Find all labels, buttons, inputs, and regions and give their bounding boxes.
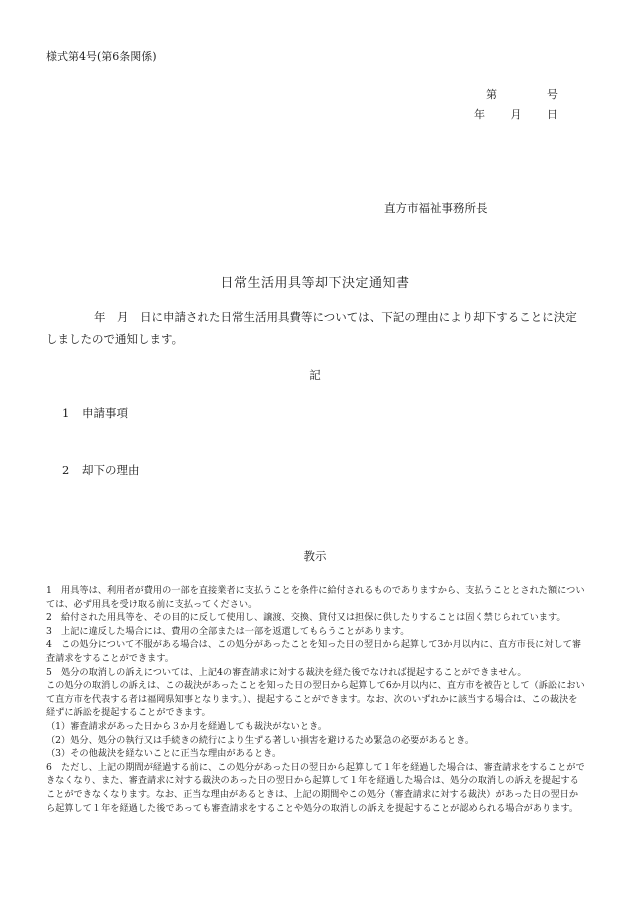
body-paragraph bbox=[46, 306, 586, 350]
item-number: 1 bbox=[62, 406, 70, 420]
date-day: 日 bbox=[547, 108, 558, 121]
notice-line: 1 用具等は、利用者が費用の一部を直接業者に支払うことを条件に給付されるものでありますから、支払うこととされた額については、必ず用具を受け取る前に支払ってください。 bbox=[46, 585, 585, 610]
document-date bbox=[474, 106, 558, 122]
form-number: 様式第4号(第6条関係) bbox=[46, 50, 157, 63]
doc-number-prefix: 第 bbox=[486, 88, 497, 101]
document-title: 日常生活用具等却下決定通知書 bbox=[220, 276, 410, 291]
notice-line: 5 処分の取消しの訴えについては、上記4の審査請求に対する裁決を経た後でなければ提起することができません。 bbox=[46, 666, 527, 678]
item-number: 2 bbox=[62, 463, 70, 477]
notice-line: この処分の取消しの訴えは、この裁決があったことを知った日の翌日から起算して6か月以内に、直方市を被告として（訴訟において直方市を代表する者は福岡県知事となります。）、提起することができます。なお、次のいずれかに該当する場合は、この裁決を経ずに訴訟を提起することができます。 bbox=[46, 680, 585, 719]
item-label: 申請事項 bbox=[82, 406, 128, 420]
notice-line: 2 給付された用具等を、その目的に反して使用し、譲渡、交換、貸付又は担保に供したりすることは固く禁じられています。 bbox=[46, 612, 566, 624]
notice-line: 6 ただし、上記の期間が経過する前に、この処分があった日の翌日から起算して１年を経過した場合は、審査請求をすることができなくなり、また、審査請求に対する裁決のあった日の翌日から起算して１年を経過した場合は、処分の取消しの訴えを提起することができなくなります。なお、正当な理由があるときは、上記の期間やこの処分（審査請求に対する裁決）があった日の翌日から起算して１年を経過した後であっても審査請求をすることや処分の取消しの訴えを提起することが認められる場合があります。 bbox=[46, 761, 585, 814]
notice-line: （2）処分、処分の執行又は手続きの続行により生ずる著しい損害を避けるため緊急の必要があるとき。 bbox=[46, 734, 475, 746]
body-text: に申請された日常生活用具費等については、下記の理由により却下することに決定しましたので通知します。 bbox=[46, 310, 577, 346]
notice-heading: 教示 bbox=[303, 549, 327, 563]
notice-line: （3）その他裁決を経ないことに正当な理由があるとき。 bbox=[46, 748, 282, 760]
item-application bbox=[62, 405, 128, 421]
notice-list bbox=[46, 584, 586, 815]
date-month: 月 bbox=[510, 108, 522, 121]
date-year: 年 bbox=[474, 108, 485, 121]
doc-number-suffix: 号 bbox=[547, 88, 558, 101]
sender: 直方市福祉事務所長 bbox=[384, 201, 488, 215]
body-date-placeholders: 年 月 日 bbox=[94, 310, 152, 324]
ki-heading: 記 bbox=[309, 368, 321, 382]
item-label: 却下の理由 bbox=[82, 463, 140, 477]
notice-line: （1）審査請求があった日から３か月を経過しても裁決がないとき。 bbox=[46, 720, 328, 732]
notice-line: 4 この処分について不服がある場合は、この処分があったことを知った日の翌日から起算して3か月以内に、直方市長に対して審査請求をすることができます。 bbox=[46, 639, 582, 664]
notice-line: 3 上記に違反した場合には、費用の全部または一部を返還してもらうことがあります。 bbox=[46, 625, 410, 637]
document-number bbox=[486, 86, 558, 102]
item-rejection-reason bbox=[62, 462, 140, 478]
